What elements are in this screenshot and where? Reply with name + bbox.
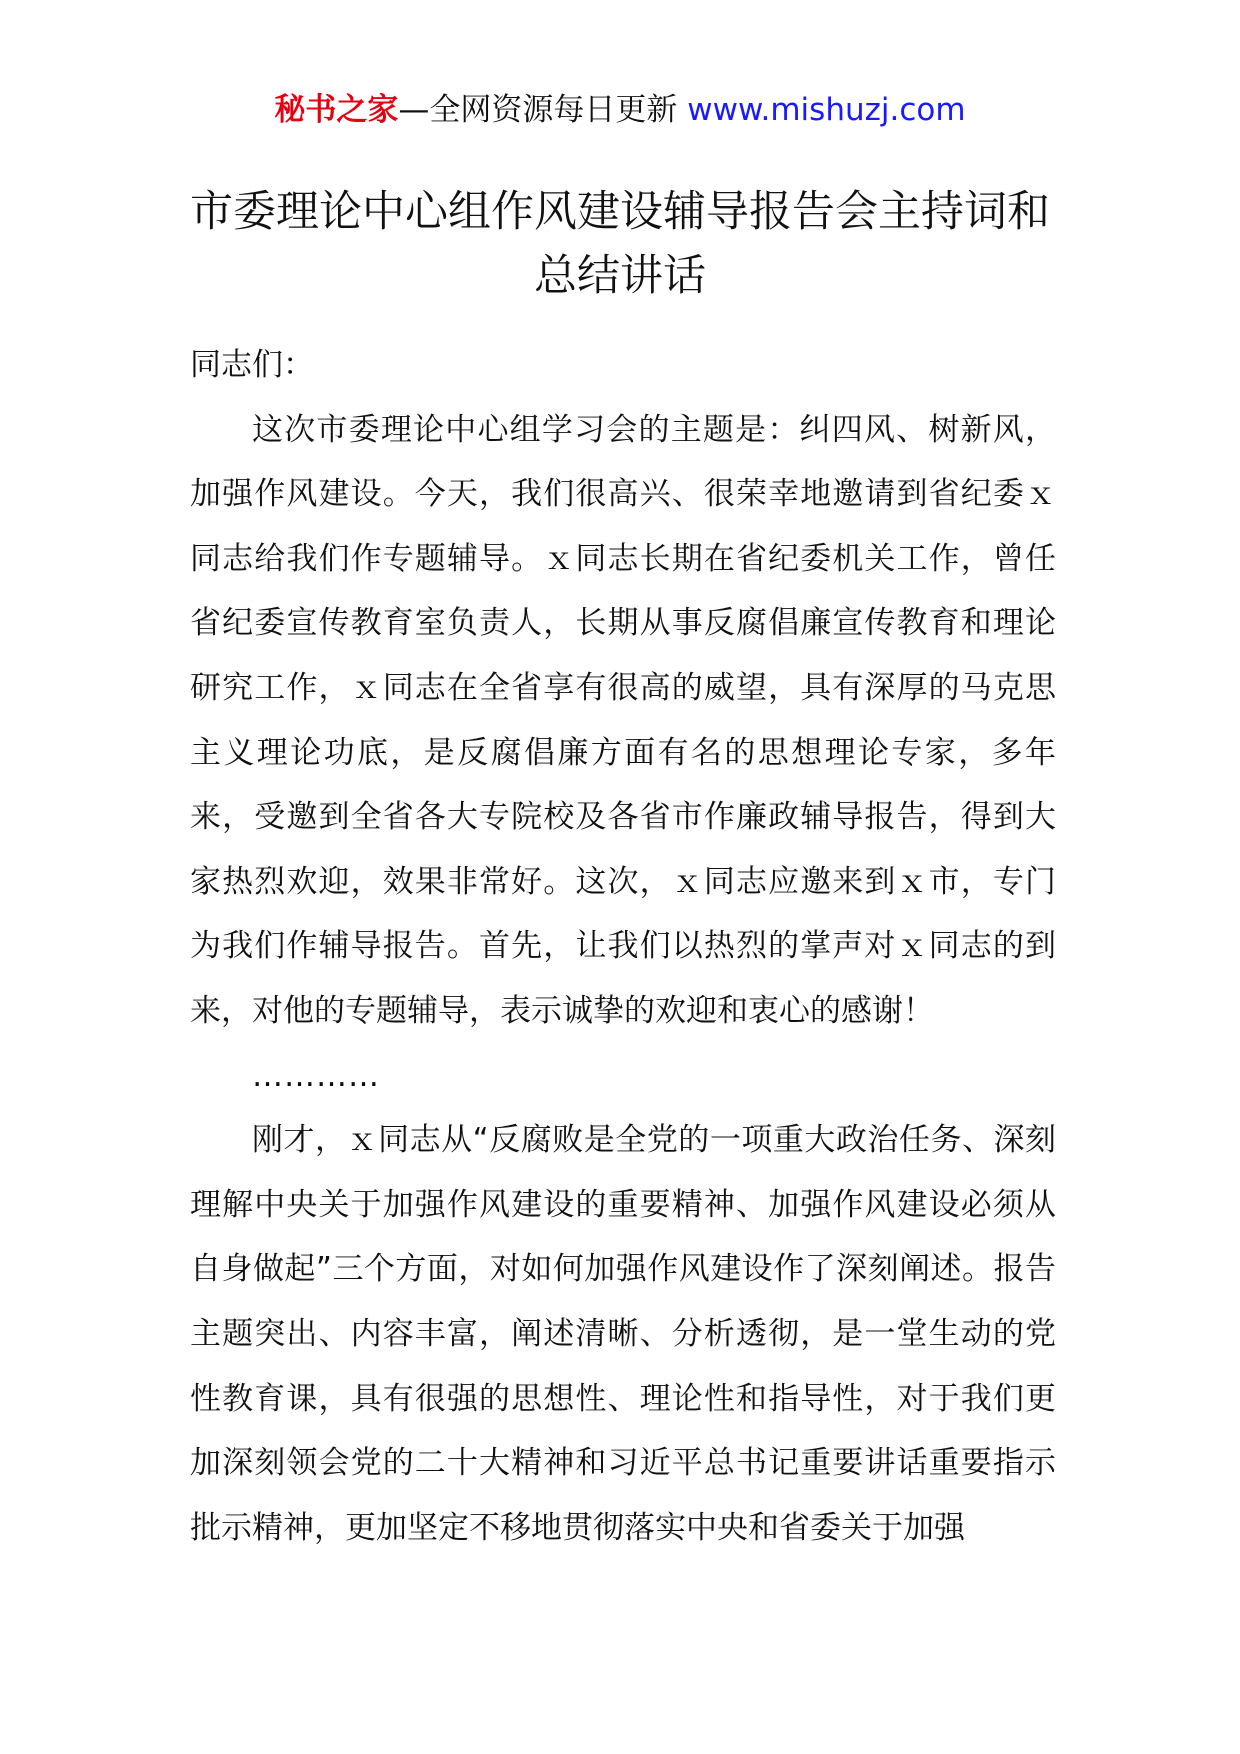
site-brand: 秘书之家 xyxy=(274,92,399,128)
document-body xyxy=(190,333,1056,1560)
site-header xyxy=(0,86,1240,134)
paragraph-opening: 这次市委理论中心组学习会的主题是：纠四风、树新风，加强作风建设。今天，我们很高兴、很荣幸地邀请到省纪委ｘ同志给我们作专题辅导。ｘ同志长期在省纪委机关工作，曾任省纪委宣传教育室负责人，长期从事反腐倡廉宣传教育和理论研究工作，ｘ同志在全省享有很高的威望，具有深厚的马克思主义理论功底，是反腐倡廉方面有名的思想理论专家，多年来，受邀到全省各大专院校及各省市作廉政辅导报告，得到大家热烈欢迎，效果非常好。这次，ｘ同志应邀来到ｘ市，专门为我们作辅导报告。首先，让我们以热烈的掌声对ｘ同志的到来，对他的专题辅导，表示诚挚的欢迎和衷心的感谢！ xyxy=(190,411,1056,1029)
paragraph-summary: 刚才，ｘ同志从“反腐败是全党的一项重大政治任务、深刻理解中央关于加强作风建设的重要精神、加强作风建设必须从自身做起”三个方面，对如何加强作风建设作了深刻阐述。报告主题突出、内容丰富，阐述清晰、分析透彻，是一堂生动的党性教育课，具有很强的思想性、理论性和指导性，对于我们更加深刻领会党的二十大精神和习近平总书记重要讲话重要指示批示精神，更加坚定不移地贯彻落实中央和省委关于加强 xyxy=(190,1122,1056,1546)
paragraph-ellipsis: ………… xyxy=(252,1057,380,1094)
salutation: 同志们： xyxy=(190,347,314,383)
document-title: 市委理论中心组作风建设辅导报告会主持词和总结讲话 xyxy=(190,187,1050,301)
site-tagline: —全网资源每日更新 xyxy=(398,92,678,128)
site-url-link[interactable]: www.mishuzj.com xyxy=(687,92,966,128)
